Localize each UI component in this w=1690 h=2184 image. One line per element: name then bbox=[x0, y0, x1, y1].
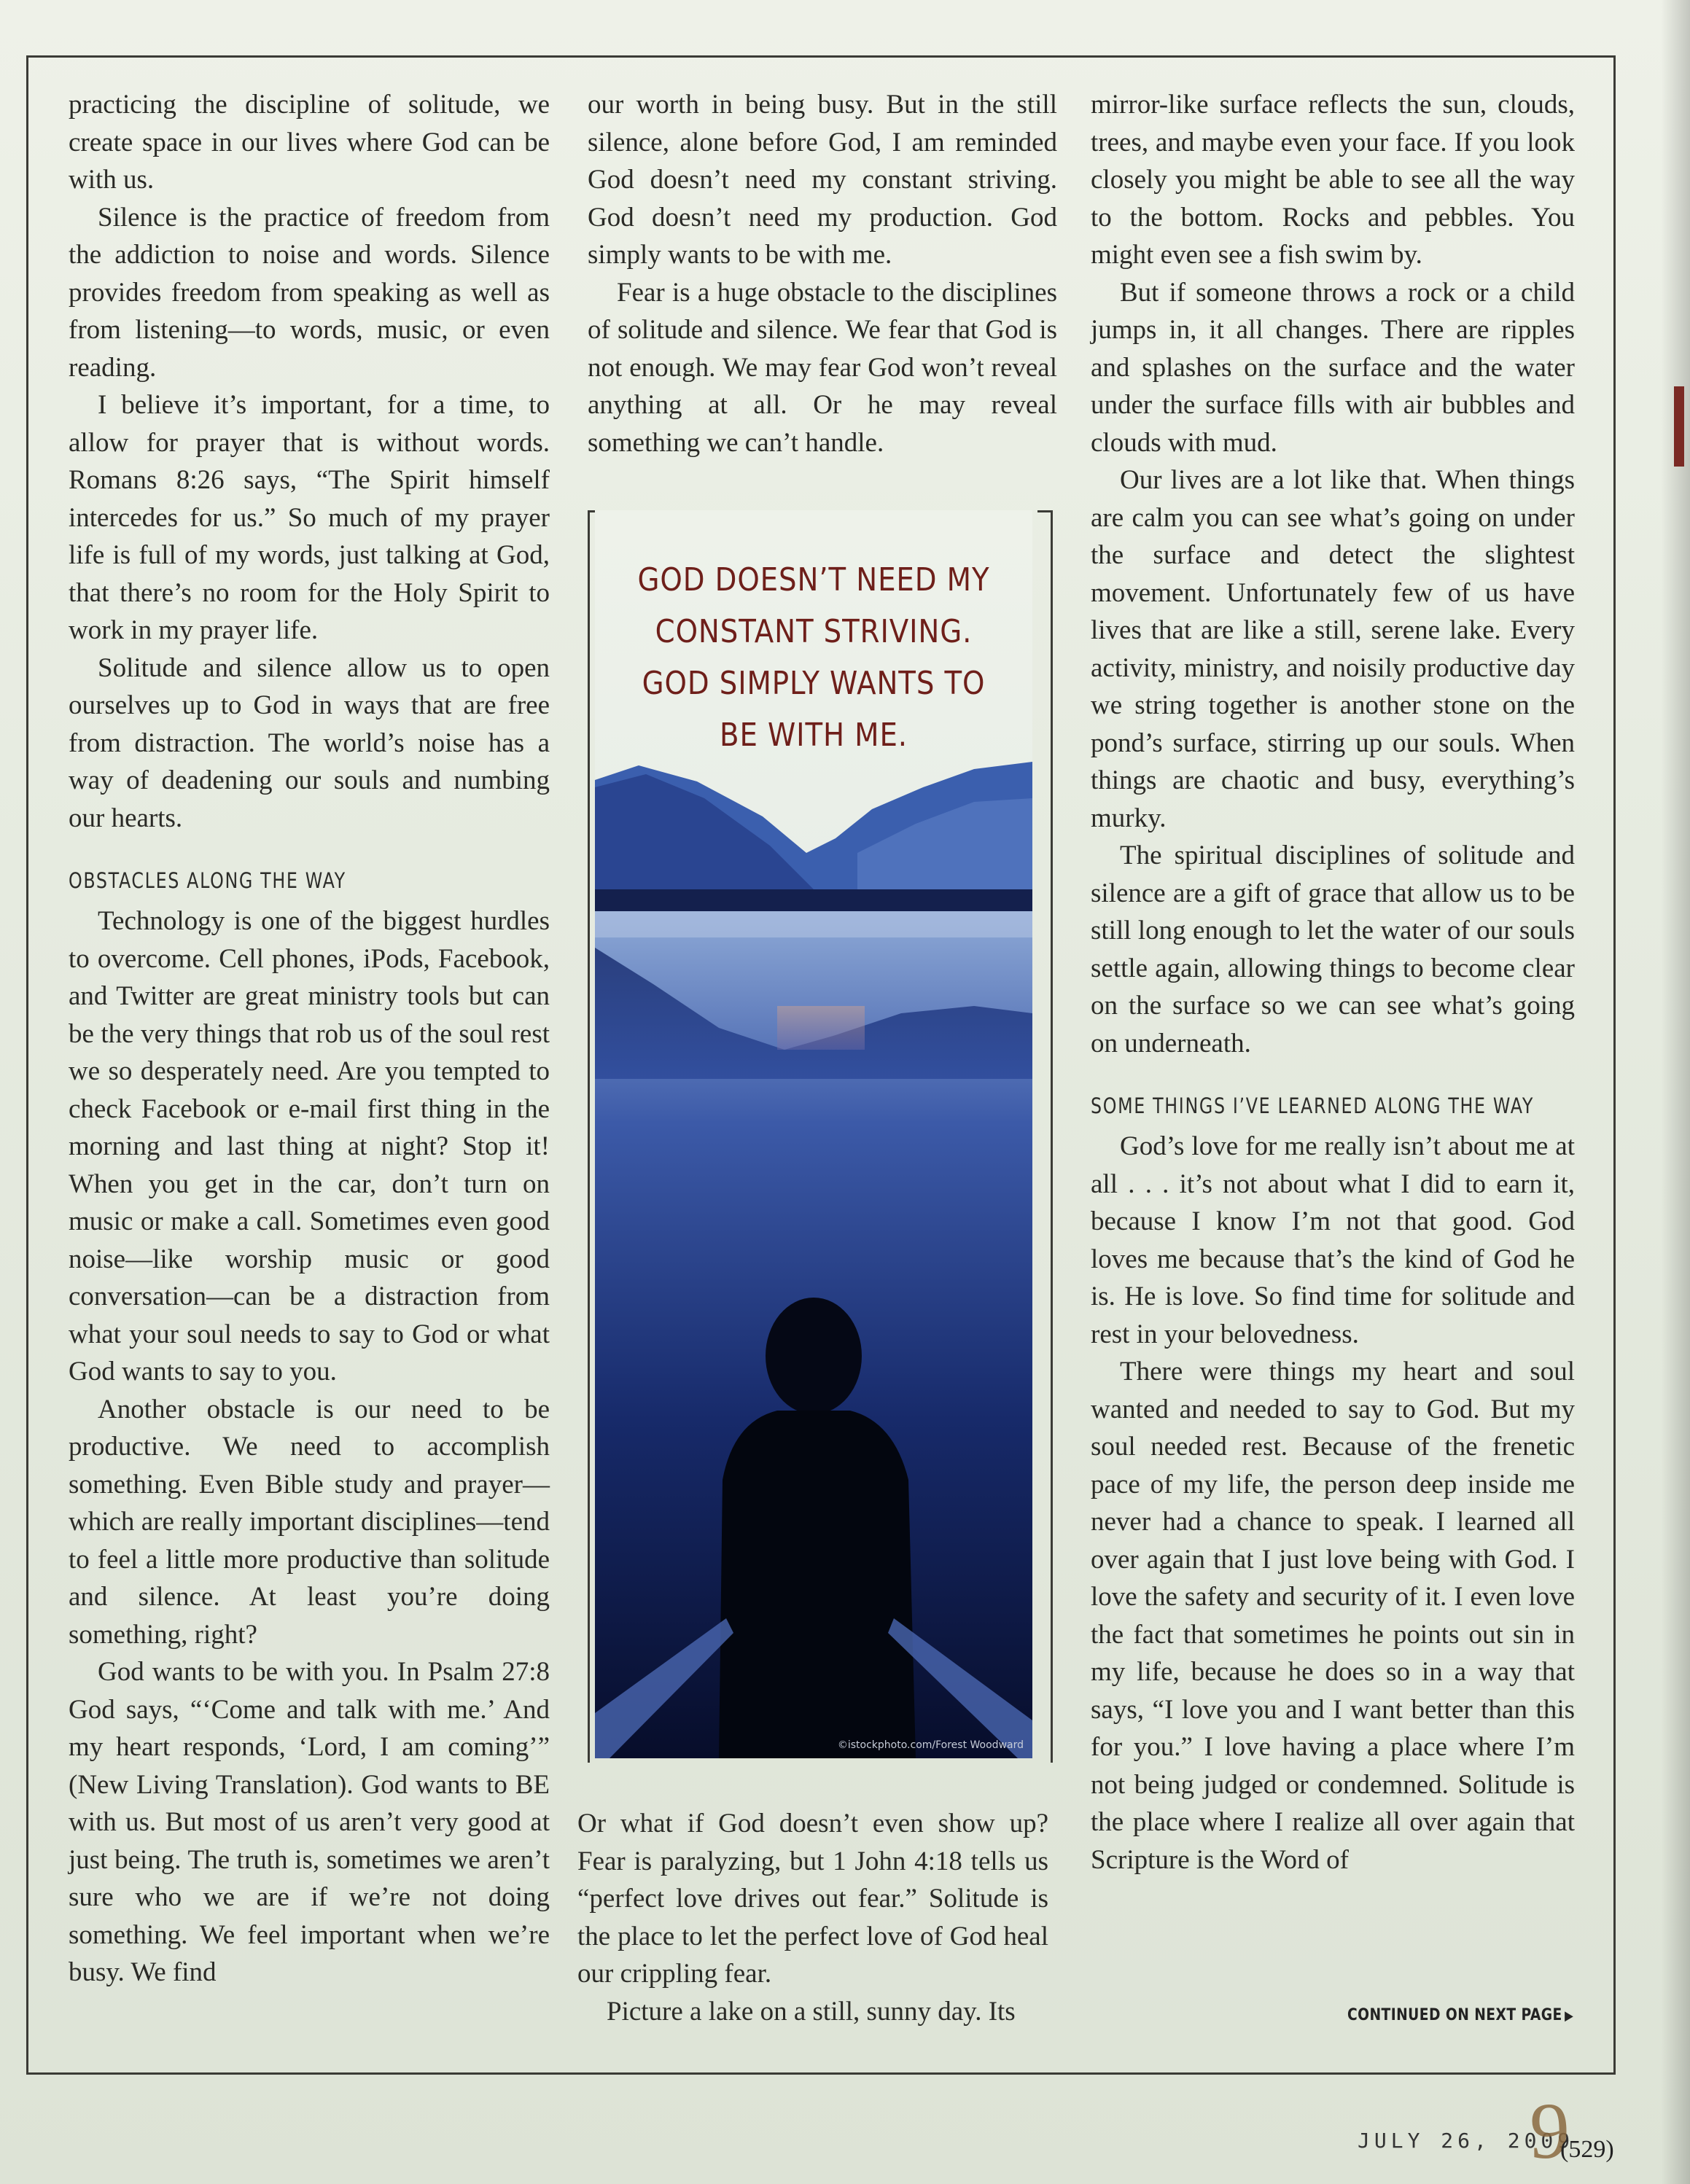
col3-paragraph: There were things my heart and soul wanted and needed to say to God. But my soul needed rest. Because of the frenetic pace of my life, the person deep inside me never had a chance to speak. I learned all over again that I just love being with God. I love the safety and security of it. I even love the fact that sometimes he points out sin in my life, because he does so in a way that says, “I love you and I want better than this for you.” I love having a place where I’m not being judged or condemned. Solitude is the place where I realize all over again that Scripture is the Word of bbox=[1091, 1357, 1575, 1875]
continued-label: CONTINUED ON NEXT PAGE bbox=[1347, 2006, 1562, 2024]
col2-paragraph: our worth in being busy. But in the still silence, alone before God, I am reminded God doesn’t need my constant striving. God doesn’t need my production. God simply wants to be with me. bbox=[588, 90, 1057, 270]
col3-paragraph: The spiritual disciplines of solitude and silence are a gift of grace that allow us to be still long enough to let the water of our souls settle again, allowing things to become clear on the surface so we can see what’s going on underneath. bbox=[1091, 841, 1575, 1058]
spine-shadow bbox=[1661, 0, 1690, 2184]
col1-paragraph: Technology is one of the biggest hurdles to overcome. Cell phones, iPods, Facebook, and Twitter are great ministry tools but can be the very things that rob us of the soul rest we so desperately need. Are you tempted to check Facebook or e-mail first thing in the morning and last thing at night? Stop it! When you get in the car, don’t turn on music or make a call. Sometimes even good noise—like worship music or good conversation—can be a distraction from what your soul needs to say to God or what God wants to say to you. bbox=[69, 906, 550, 1387]
footer-page-number: (529) bbox=[1560, 2136, 1614, 2163]
col1-paragraph: God wants to be with you. In Psalm 27:8 God says, “‘Come and talk with me.’ And my heart responds, ‘Lord, I am coming’” (New Living Translation). God wants to BE with us. But most of us aren’t very good at just being. The truth is, sometimes we aren’t sure who we are if we’re not doing something. We feel important when we’re busy. We find bbox=[69, 1657, 550, 1987]
col2-paragraph: Or what if God doesn’t even show up? Fear is paralyzing, but 1 John 4:18 tells us “perfect love drives out fear.” Solitude is the place to let the perfect love of God heal our crippling fear. bbox=[577, 1809, 1048, 1989]
footer-issue-number: 9 bbox=[1530, 2086, 1570, 2175]
continued-on-next-page bbox=[1347, 2006, 1573, 2024]
footer-date: JULY 26, 2009 bbox=[1358, 2129, 1575, 2153]
callout-photo bbox=[595, 510, 1032, 1758]
col1-paragraph: practicing the discipline of solitude, we create space in our lives where God can be with us. bbox=[69, 90, 550, 195]
section-heading-learned: SOME THINGS I’VE LEARNED ALONG THE WAY bbox=[1091, 1093, 1535, 1118]
pull-quote-line: CONSTANT STRIVING. bbox=[655, 613, 973, 650]
col1-paragraph: Another obstacle is our need to be productive. We need to accomplish something. Even Bible study and prayer—which are really important disciplines—tend to feel a little more productive than solitude and silence. At least you’re doing something, right? bbox=[69, 1394, 550, 1650]
photo-credit: ©istockphoto.com/Forest Woodward bbox=[837, 1739, 1024, 1751]
col3-paragraph: But if someone throws a rock or a child jumps in, it all changes. There are ripples and splashes on the surface and the water under the surface fills with air bubbles and clouds with mud. bbox=[1091, 277, 1575, 458]
pull-quote-line: GOD DOESN’T NEED MY bbox=[637, 561, 990, 598]
col3-paragraph: Our lives are a lot like that. When things are calm you can see what’s going on under the surface and detect the slightest movement. Unfortunately few of us have lives that are like a still, serene lake. Every activity, ministry, and noisily productive day we string together is another stone on the pond’s surface, stirring up our souls. When things are chaotic and busy, everything’s murky. bbox=[1091, 465, 1575, 833]
pull-quote-line: GOD SIMPLY WANTS TO bbox=[642, 665, 986, 702]
column-3 bbox=[1091, 86, 1575, 1879]
col2-paragraph: Picture a lake on a still, sunny day. Its bbox=[607, 1996, 1016, 2027]
pull-quote bbox=[621, 554, 1006, 761]
col3-paragraph: mirror-like surface reflects the sun, clouds, trees, and maybe even your face. If you look closely you might be able to see all the way to the bottom. Rocks and pebbles. You might even see a fish swim by. bbox=[1091, 90, 1575, 270]
col1-paragraph: Solitude and silence allow us to open ourselves up to God in ways that are free from distraction. The world’s noise has a way of deadening our souls and numbing our hearts. bbox=[69, 652, 550, 833]
pull-quote-line: BE WITH ME. bbox=[720, 717, 908, 754]
section-heading-obstacles: OBSTACLES ALONG THE WAY bbox=[69, 868, 346, 893]
col1-paragraph: Silence is the practice of freedom from the addiction to noise and words. Silence provides freedom from speaking as well as from listening—to words, music, or even reading. bbox=[69, 202, 550, 383]
spine-color-tab bbox=[1674, 386, 1684, 467]
column-2-top bbox=[588, 86, 1057, 461]
column-1 bbox=[69, 86, 550, 1992]
triangle-right-icon: ▶ bbox=[1565, 2008, 1574, 2024]
col3-paragraph: God’s love for me really isn’t about me at all . . . it’s not about what I did to earn it, because I know I’m not that good. God loves me because that’s the kind of God he is. He is love. So find time for solitude and rest in your belovedness. bbox=[1091, 1131, 1575, 1349]
column-2-bottom bbox=[577, 1805, 1048, 2030]
col1-paragraph: I believe it’s important, for a time, to allow for prayer that is without words. Romans 8:26 says, “The Spirit himself intercedes for us.” So much of my prayer life is full of my words, just talking at God, that there’s no room for the Holy Spirit to work in my prayer life. bbox=[69, 390, 550, 645]
col2-paragraph: Fear is a huge obstacle to the disciplines of solitude and silence. We fear that God is not enough. We may fear God won’t reveal anything at all. Or he may reveal something we can’t handle. bbox=[588, 277, 1057, 458]
